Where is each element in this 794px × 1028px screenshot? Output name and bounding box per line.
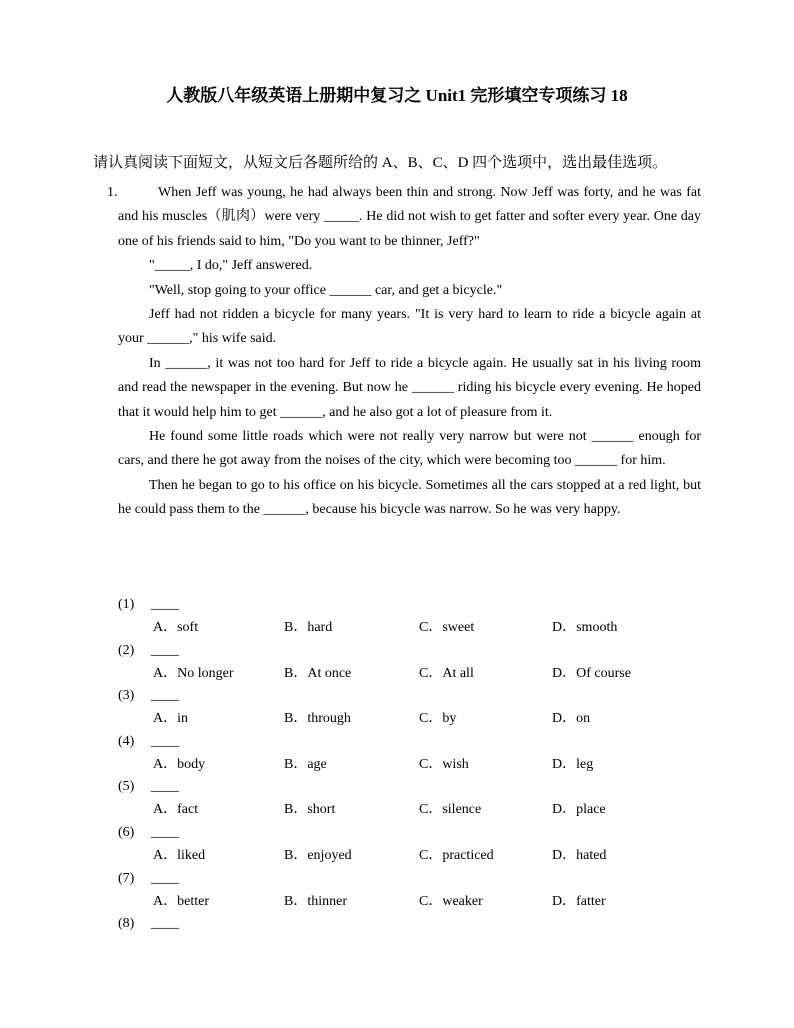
option-b: B．short (284, 802, 336, 818)
passage-paragraph: When Jeff was young, he had always been thin and strong. Now Jeff was forty, and he was fat and his muscles（肌肉）were very _____. He did not wish to get fatter and softer every year. One day one of his friends said to him, "Do you want to be thinner, Jeff?" (118, 185, 701, 249)
question-item (118, 868, 718, 914)
option-b: B．age (284, 756, 327, 772)
instructions: 请认真阅读下面短文，从短文后各题所给的 A、B、C、D 四个选项中，选出最佳选项。 (93, 155, 668, 171)
answer-blank: ____ (151, 597, 179, 612)
question-label: (8) (118, 916, 135, 932)
answer-blank: ____ (151, 824, 179, 840)
option-a: A．No longer (153, 665, 234, 681)
passage-paragraph: "Well, stop going to your office ______ car, and get a bicycle." (149, 282, 503, 298)
question-label: (3) (118, 688, 135, 704)
option-c: C．practiced (419, 847, 494, 863)
option-b: B．hard (284, 620, 333, 635)
question-label: (4) (118, 733, 135, 749)
question-label: (2) (118, 642, 135, 658)
option-d: D．hated (552, 847, 607, 863)
passage-paragraph: In ______, it was not too hard for Jeff to ride a bicycle again. He usually sat in his living room and read the newspaper in the evening. But now he ______ riding his bicycle every evening. He hoped that it would help him to get ______, and he also got a lot of pleasure from it. (118, 355, 701, 420)
option-c: C．wish (419, 756, 469, 772)
answer-blank: ____ (151, 642, 179, 658)
question-item (118, 640, 718, 686)
option-a: A．in (153, 711, 188, 727)
passage-paragraph: Then he began to go to his office on his bicycle. Sometimes all the cars stopped at a red light, but he could pass them to the ______, because his bicycle was narrow. So he was very happy. (118, 477, 701, 518)
question-item (118, 776, 718, 822)
option-d: D．fatter (552, 893, 606, 909)
question-item (118, 822, 718, 868)
option-c: C．silence (419, 802, 482, 818)
option-a: A．body (153, 756, 206, 772)
option-a: A．fact (153, 802, 199, 818)
passage-paragraph: He found some little roads which were not really very narrow but were not ______ enough for cars, and there he got away from the noises of the city, which were becoming too ______ for him. (118, 429, 701, 469)
answer-blank: ____ (151, 779, 179, 795)
option-a: A．better (153, 893, 209, 909)
option-b: B．thinner (284, 893, 347, 909)
question-item (118, 731, 718, 777)
answer-blank: ____ (151, 916, 179, 932)
option-c: C．by (419, 711, 457, 727)
option-d: D．Of course (552, 665, 631, 681)
answer-blank: ____ (151, 733, 179, 749)
question-list (118, 594, 718, 959)
option-d: D．on (552, 711, 591, 727)
question-label: (7) (118, 870, 135, 886)
option-a: A．liked (153, 847, 206, 863)
reading-passage (118, 181, 701, 523)
passage-paragraph: Jeff had not ridden a bicycle for many years. "It is very hard to learn to ride a bicycle again at your ______," his wife said. (118, 307, 701, 347)
question-label: (6) (118, 824, 135, 840)
question-number: 1. (107, 185, 118, 200)
option-b: B．through (284, 711, 351, 727)
option-d: D．leg (552, 756, 594, 772)
option-c: C．At all (419, 665, 474, 681)
option-a: A．soft (153, 620, 199, 635)
option-b: B．At once (284, 665, 352, 681)
passage-paragraph: "_____, I do," Jeff answered. (149, 258, 313, 274)
question-label: (5) (118, 779, 135, 795)
question-item (118, 685, 718, 731)
option-c: C．weaker (419, 893, 483, 909)
answer-blank: ____ (151, 870, 179, 886)
question-item (118, 913, 718, 959)
page-title: 人教版八年级英语上册期中复习之 Unit1 完形填空专项练习 18 (166, 86, 628, 105)
question-item (118, 594, 718, 640)
option-c: C．sweet (419, 620, 475, 635)
answer-blank: ____ (151, 688, 179, 704)
option-b: B．enjoyed (284, 847, 352, 863)
option-d: D．place (552, 802, 606, 818)
option-d: D．smooth (552, 620, 618, 635)
question-label: (1) (118, 597, 135, 612)
